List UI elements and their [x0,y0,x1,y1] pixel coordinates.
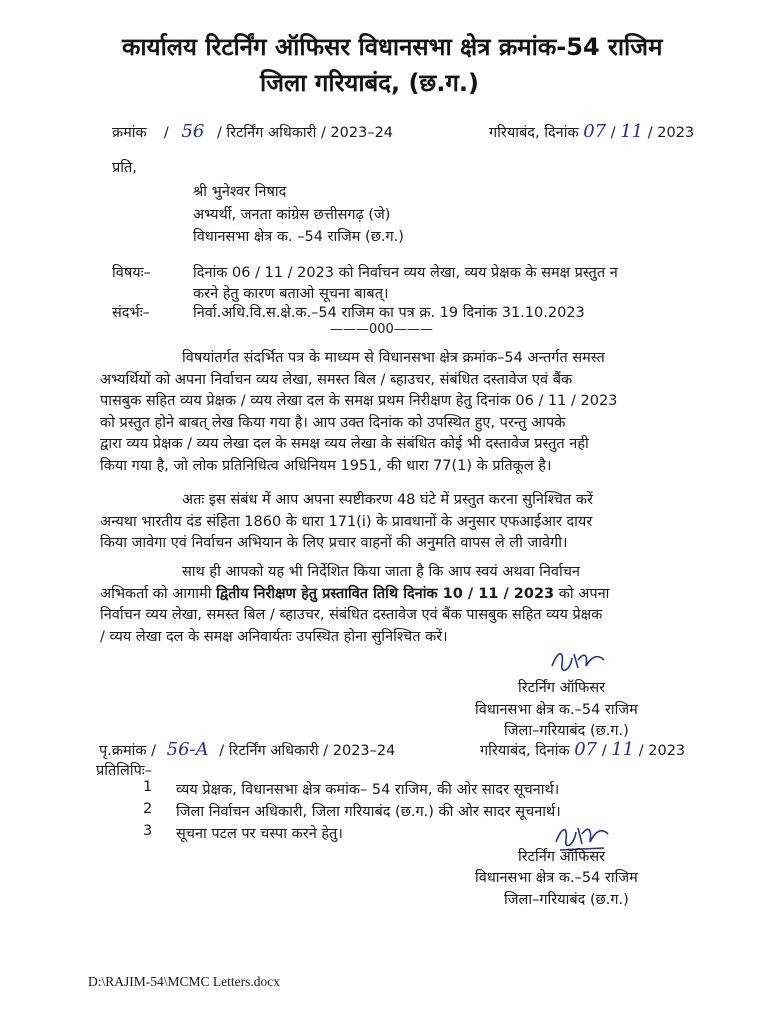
signature-scribble-1 [548,646,608,680]
paragraph-3 [100,562,700,648]
endorsement-mid: / रिटर्निंग अधिकारी / 2023–24 [219,743,396,759]
endorsement-date: गरियाबंद, दिनांक 07 / 11 / 2023 [480,739,686,760]
addressee-designation: अभ्यर्थी, जनता कांग्रेस छत्तीसगढ़ (जे) [193,207,391,223]
file-path-footer: D:\RAJIM-54\MCMC Letters.docx [88,974,280,989]
second-inspection-date: द्वितीय निरीक्षण हेतु प्रस्तावित तिथि दिनांक 10 / 11 / 2023 [216,585,555,602]
copy-text: सूचना पटल पर चस्पा करने हेतु। [176,826,343,842]
copy-to-label: प्रतिलिपिः– [96,763,153,779]
handwritten-day: 07 [583,121,607,142]
paragraph-line: निर्वाचन व्यय लेखा, समस्त बिल / ब्हाउचर, संबंधित दस्तावेज एवं बैंक पासबुक सहित व्यय प्रेक्षक [100,607,603,623]
reference-number-line [112,121,393,142]
paragraph-line: अन्यथा भारतीय दंड संहिता 1860 के धारा 171(i) के प्रावधानों के अनुसार एफआईआर दायर [100,513,593,530]
ref-date: गरियाबंद, दिनांक 07 / 11 / 2023 [489,121,695,142]
paragraph-line: किया गया है, जो लोक प्रतिनिधित्व अधिनियम 1951, की धारा 77(1) के प्रतिकूल है। [100,457,552,474]
endorsement-year: / 2023 [638,743,686,759]
handwritten-month: 11 [620,121,644,142]
subject-line-1: दिनांक 06 / 11 / 2023 को निर्वाचन व्यय लेखा, व्यय प्रेक्षक के समक्ष प्रस्तुत न [193,265,618,281]
signature-1-line2: विधानसभा क्षेत्र क.–54 राजिम [475,702,638,718]
copy-number: 1 [143,779,153,795]
paragraph-2 [100,490,700,555]
handwritten-ref-number: 56 [181,121,205,142]
addressee-name: श्री भुनेश्वर निषाद [193,184,287,200]
paragraph-line: पासबुक सहित व्यय प्रेक्षक / व्यय लेखा दल के समक्ष प्रथम निरीक्षण हेतु दिनांक 06 / 11 / 2023 [100,393,618,409]
district-title: जिला गरियाबंद, (छ.ग.) [260,69,479,97]
paragraph-line: विषयांतर्गत संदर्भित पत्र के माध्यम से विधानसभा क्षेत्र क्रमांक–54 अन्तर्गत समस्त [182,350,605,366]
copy-text: जिला निर्वाचन अधिकारी, जिला गरियाबंद (छ.ग.) की ओर सादर सूचनार्थ। [176,804,561,820]
copy-text: व्यय प्रेक्षक, विधानसभा क्षेत्र कमांक– 54 राजिम, की ओर सादर सूचनार्थ। [176,782,560,798]
divider: ———000——— [330,322,433,337]
handwritten-month: 11 [611,739,635,760]
signature-2-line2: विधानसभा क्षेत्र क.–54 राजिम [475,870,638,886]
ref-mid: / रिटर्निंग अधिकारी / 2023–24 [216,125,394,141]
paragraph-line: अभिकर्ता को आगामी द्वितीय निरीक्षण हेतु प्रस्तावित तिथि दिनांक 10 / 11 / 2023 को अपना [100,585,610,602]
endorsement-number-line [99,739,395,760]
paragraph-1 [100,348,700,477]
ref-place-date: गरियाबंद, दिनांक [489,125,579,141]
addressee-constituency: विधानसभा क्षेत्र क. –54 राजिम (छ.ग.) [193,229,404,245]
signature-2-title: रिटर्निंग ऑफिसर [518,849,606,865]
reference-text: निर्वा.अधि.वि.स.क्षे.क.–54 राजिम का पत्र क्र. 19 दिनांक 31.10.2023 [193,305,585,321]
endorsement-prefix: पृ.क्रमांक / [99,743,157,759]
ref-year: / 2023 [647,125,695,141]
subject-line-2: करने हेतु कारण बताओ सूचना बाबत्। [193,286,389,302]
copy-number: 2 [143,801,153,817]
office-title: कार्यालय रिटर्निंग ऑफिसर विधानसभा क्षेत्र क्रमांक-54 राजिम [122,33,663,61]
endorsement-place-date: गरियाबंद, दिनांक [480,743,570,759]
paragraph-line: / व्यय लेखा दल के समक्ष अनिवार्यतः उपस्थित होना सुनिश्चित करें। [100,628,448,645]
ref-prefix: क्रमांक [112,125,147,141]
subject-label: विषयः– [112,265,151,281]
paragraph-line: द्वारा व्यय प्रेक्षक / व्यय लेखा दल के समक्ष व्यय लेखा के संबंधित कोई भी दस्तावेज प्रस्तुत नही [100,436,589,452]
paragraph-line: किया जावेगा एवं निर्वाचन अभियान के लिए प्रचार वाहनों की अनुमति वापस ले ली जावेगी। [100,535,568,551]
signature-2-line3: जिला–गरियाबंद (छ.ग.) [504,892,629,908]
paragraph-line: अभ्यर्थियों को अपना निर्वाचन व्यय लेखा, समस्त बिल / ब्हाउचर, संबंधित दस्तावेज एवं बैंक [100,371,573,388]
signature-1-line3: जिला–गरियाबंद (छ.ग.) [504,723,629,739]
to-label: प्रति, [112,160,137,176]
copy-number: 3 [143,823,153,839]
paragraph-line: साथ ही आपको यह भी निर्देशित किया जाता है कि आप स्वयं अथवा निर्वाचन [182,564,580,580]
signature-1-title: रिटर्निंग ऑफिसर [518,680,606,696]
ref-slash-1: / [163,125,169,141]
paragraph-line: को प्रस्तुत होने बाबत् लेख किया गया है। आप उक्त दिनांक को उपस्थित हुए, परन्तु आपके [100,414,566,431]
handwritten-day: 07 [574,739,598,760]
handwritten-endorsement-number: 56-A [166,739,209,760]
reference-label: संदर्भः– [112,305,150,321]
paragraph-line: अतः इस संबंध में आप अपना स्पष्टीकरण 48 घंटे में प्रस्तुत करना सुनिश्चित करें [182,492,593,508]
